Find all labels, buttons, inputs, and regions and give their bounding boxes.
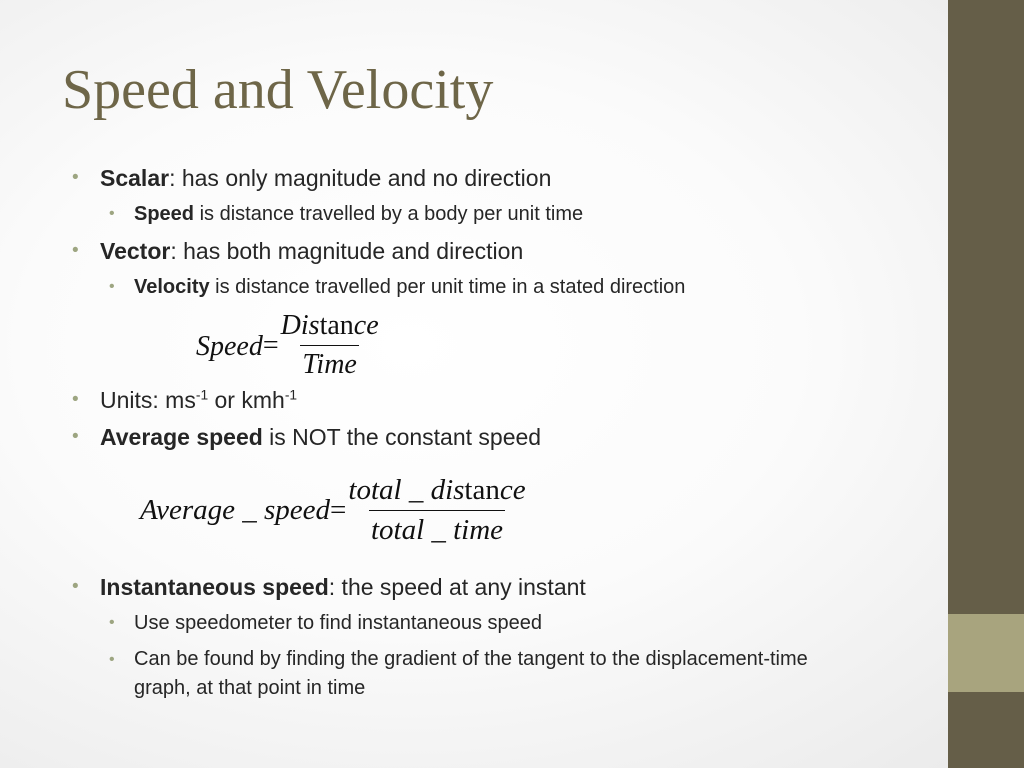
formula-fraction: [279, 310, 381, 381]
subbullet-speedometer: [109, 610, 543, 636]
bullet-term: Speed: [134, 203, 195, 225]
bullet-dot-icon: •: [72, 426, 79, 447]
bullet-dot-icon: •: [109, 278, 115, 295]
bullet-text: is distance travelled by a body per unit time: [194, 203, 584, 225]
formula-lhs: Speed: [196, 330, 263, 362]
bullet-dot-icon: •: [72, 389, 79, 410]
bullet-text: : has only magnitude and no direction: [169, 165, 552, 191]
bullet-term: Velocity: [134, 276, 210, 298]
bullet-average-speed: [72, 423, 542, 451]
subbullet-speed: [109, 201, 584, 227]
equals-sign: =: [330, 494, 347, 526]
bullet-term: Vector: [100, 238, 171, 264]
bullet-text: : the speed at any instant: [328, 574, 586, 600]
formula-fraction: [346, 474, 527, 547]
formula-lhs: Average _ speed: [140, 494, 331, 526]
bullet-dot-icon: •: [72, 167, 79, 188]
bullet-units: [72, 386, 298, 414]
units-exponent: -1: [195, 387, 209, 403]
bullet-text: Use speedometer to find instantaneous speed: [134, 612, 543, 634]
bullet-dot-icon: •: [109, 651, 115, 668]
bullet-term: Average speed: [100, 424, 263, 450]
speed-formula: [196, 310, 381, 381]
subbullet-velocity: [109, 274, 686, 300]
bullet-term: Instantaneous speed: [100, 574, 329, 600]
average-speed-formula: [140, 474, 528, 547]
bullet-dot-icon: •: [109, 614, 115, 631]
bullet-dot-icon: •: [72, 576, 79, 597]
bullet-vector: [72, 237, 524, 265]
units-text: Units: ms: [100, 387, 196, 413]
bullet-dot-icon: •: [109, 205, 115, 222]
bullet-text: is distance travelled per unit time in a stated direction: [209, 276, 686, 298]
bullet-text: Can be found by finding the gradient of the tangent to the displacement-time graph, at that point in time: [134, 648, 808, 699]
subbullet-gradient: [109, 645, 814, 703]
formula-denominator: Time: [300, 345, 358, 381]
units-exponent-2: -1: [284, 387, 298, 403]
units-text-2: or kmh: [208, 387, 285, 413]
bullet-scalar: [72, 164, 552, 192]
formula-numerator: Distance: [280, 310, 379, 341]
bullet-instantaneous-speed: [72, 573, 586, 601]
slide-title: Speed and Velocity: [62, 59, 494, 121]
equals-sign: =: [262, 329, 279, 361]
decorative-sidebar-accent: [948, 614, 1024, 692]
bullet-term: Scalar: [100, 165, 170, 191]
bullet-text: is NOT the constant speed: [262, 424, 542, 450]
formula-numerator: total _ distance: [348, 474, 526, 506]
bullet-dot-icon: •: [72, 240, 79, 261]
bullet-text: : has both magnitude and direction: [170, 238, 524, 264]
formula-denominator: total _ time: [369, 510, 505, 547]
